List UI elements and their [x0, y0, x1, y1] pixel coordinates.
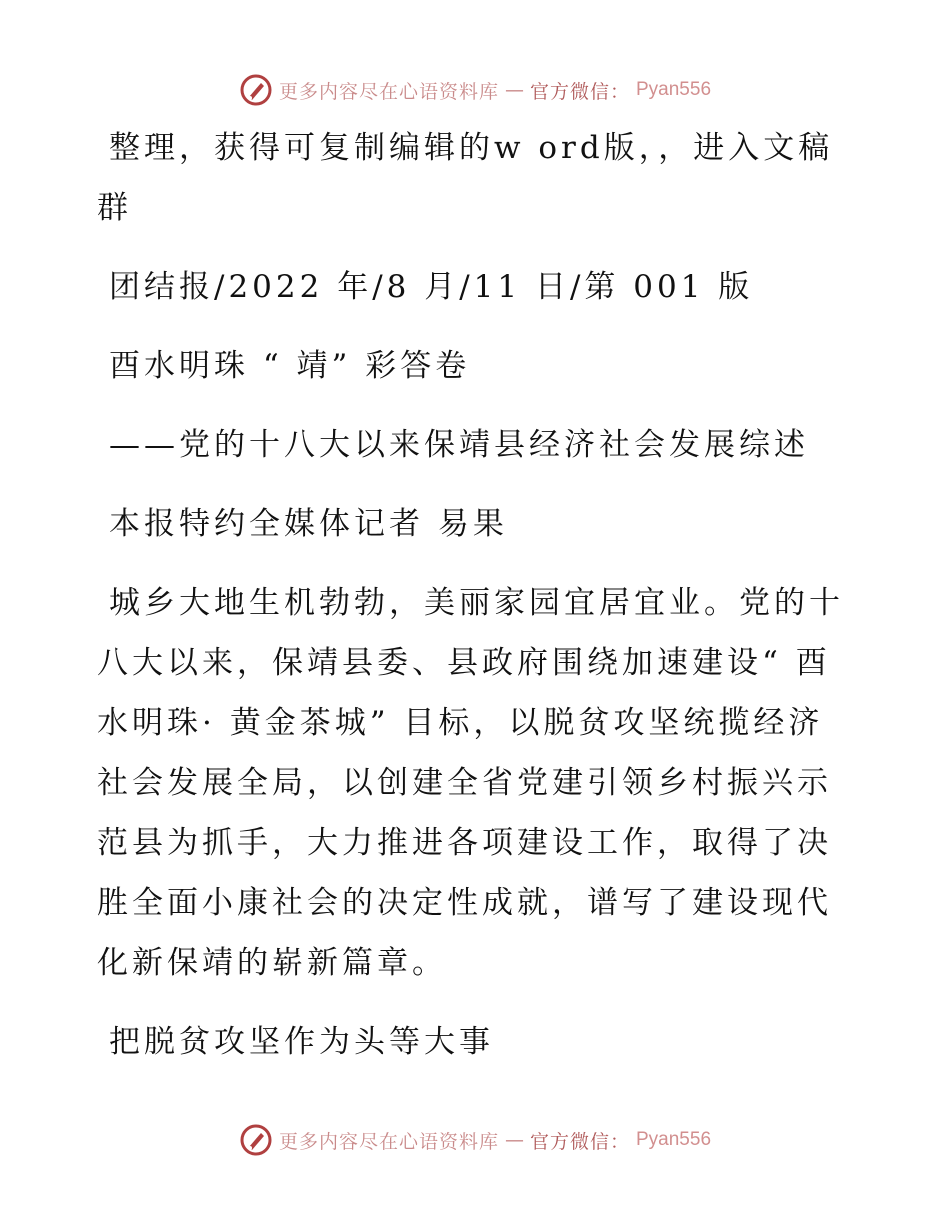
paragraph-source: 团结报/2022 年/8 月/11 日/第 001 版	[109, 269, 754, 305]
watermark-header	[0, 70, 950, 110]
watermark-label: 官方微信：	[529, 80, 630, 103]
watermark-footer	[0, 1120, 950, 1160]
pen-seal-icon	[239, 73, 273, 107]
watermark-text: 更多内容尽在心语资料库	[278, 80, 499, 103]
watermark-id: Pyan556	[636, 1129, 712, 1150]
section-heading: 把脱贫攻坚作为头等大事	[109, 1024, 494, 1060]
pen-seal-icon	[239, 1123, 273, 1157]
watermark-dash: —	[504, 79, 524, 101]
watermark-id: Pyan556	[636, 79, 712, 100]
document-body	[97, 118, 857, 1091]
article-title: 酉水明珠 “ 靖” 彩答卷	[109, 348, 471, 384]
watermark-label: 官方微信：	[529, 1130, 630, 1153]
article-subtitle: ——党的十八大以来保靖县经济社会发展综述	[109, 427, 809, 463]
watermark-text: 更多内容尽在心语资料库	[278, 1130, 499, 1153]
article-byline: 本报特约全媒体记者 易果	[109, 506, 508, 542]
paragraph-intro: 整理，获得可复制编辑的w ord版，，进入文稿群	[97, 130, 834, 226]
paragraph-lead: 城乡大地生机勃勃，美丽家园宜居宜业。党的十八大以来，保靖县委、县政府围绕加速建设“ 酉水明珠· 黄金茶城” 目标，以脱贫攻坚统揽经济社会发展全局，以创建全省党建引领乡村振兴示范县为抓手，大力推进各项建设工作，取得了决胜全面小康社会的决定性成就，谱写了建设现代化新保靖的崭新篇章。	[97, 585, 844, 981]
watermark-dash: —	[504, 1129, 524, 1151]
